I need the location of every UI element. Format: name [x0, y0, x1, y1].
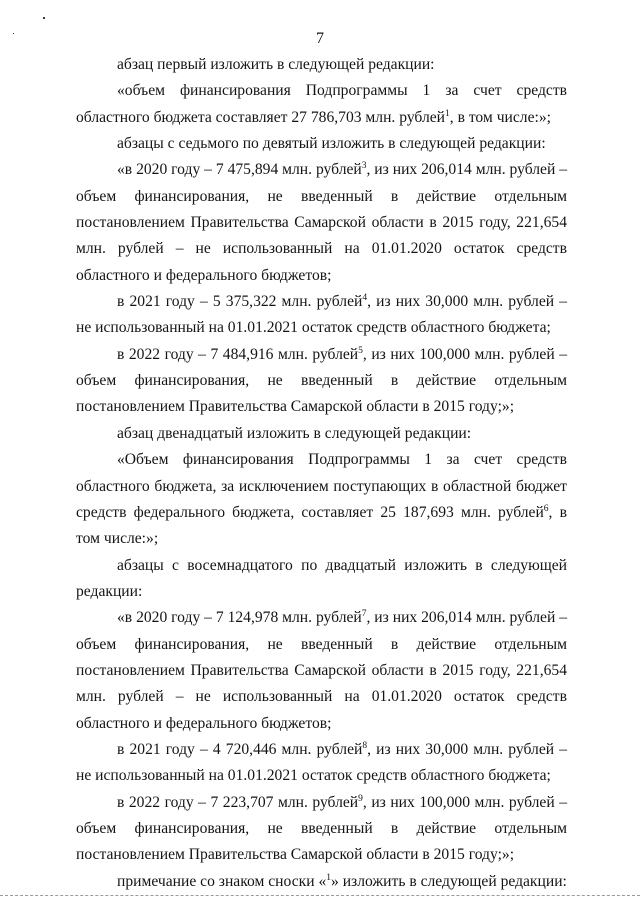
paragraph-text: » изложить в следующей редакции: — [331, 872, 567, 890]
paragraph-text: , из них 206,014 млн. рублей – объем финансирования, не введенный в действие отдельным постановлением Правительства Самарской области в 2015 году, 221,654 млн. рублей – не использованный на 01.01.2020 остаток средств областного и федерального бюджетов; — [76, 609, 567, 732]
paragraph-text: абзац двенадцатый изложить в следующей редакции: — [117, 424, 472, 442]
footnote-marker: 8 — [362, 740, 368, 751]
paragraph — [76, 52, 567, 78]
footnote-marker: 9 — [358, 793, 363, 804]
footnote-marker: 6 — [543, 503, 549, 514]
paragraph-text: «объем финансирования Подпрограммы 1 за счет средств областного бюджета составляет 27 786,703 млн. рублей — [76, 82, 567, 126]
document-body — [76, 52, 567, 895]
paragraph — [76, 737, 567, 790]
paragraph-text: абзац первый изложить в следующей редакции: — [117, 56, 435, 73]
paragraph-text: , из них 30,000 млн. рублей – не использованный на 01.01.2021 остаток средств областного бюджета; — [76, 293, 567, 337]
paragraph — [76, 447, 567, 552]
paragraph-text: , в том числе:»; — [449, 108, 551, 126]
footnote-marker: 4 — [362, 292, 368, 303]
scan-speck — [43, 17, 45, 19]
paragraph — [76, 131, 567, 157]
paragraph-text: примечание со знаком сноски « — [117, 872, 327, 890]
paragraph-text: в 2022 году – 7 484,916 млн. рублей — [117, 345, 359, 363]
paragraph-text: , в том числе:»; — [76, 503, 567, 548]
footnote-marker: 5 — [358, 345, 363, 356]
footnote-marker: 7 — [361, 609, 367, 620]
paragraph — [76, 342, 567, 421]
paragraph-text: «Объем финансирования Подпрограммы 1 за счет средств областного бюджета, за исключением поступающих в областной бюджет средств федерального бюджета, составляет 25 187,693 млн. рублей — [76, 451, 567, 521]
paragraph-text: , из них 30,000 млн. рублей – не использованный на 01.01.2021 остаток средств областного бюджета; — [76, 740, 567, 785]
paragraph — [76, 869, 567, 895]
paragraph — [76, 605, 567, 737]
paragraph-text: в 2021 году – 5 375,322 млн. рублей — [117, 293, 363, 311]
paragraph — [76, 553, 567, 606]
paragraph — [76, 157, 567, 289]
paragraph-text: «в 2020 году – 7 124,978 млн. рублей — [117, 609, 362, 627]
paragraph-text: в 2022 году – 7 223,707 млн. рублей — [117, 793, 359, 811]
footnote-marker: 1 — [326, 872, 331, 883]
paragraph-text: , из них 206,014 млн. рублей – объем финансирования, не введенный в действие отдельным постановлением Правительства Самарской области в 2015 году, 221,654 млн. рублей – не использованный на 01.01.2020 остаток средств областного и федерального бюджетов; — [76, 161, 567, 284]
paragraph-text: абзацы с седьмого по девятый изложить в следующей редакции: — [117, 135, 546, 153]
paragraph-text: , из них 100,000 млн. рублей – объем финансирования, не введенный в действие отдельным постановлением Правительства Самарской области в 2015 году;»; — [76, 793, 567, 864]
paragraph-text: абзацы с восемнадцатого по двадцатый изложить в следующей редакции: — [76, 556, 567, 600]
paragraph-text: в 2021 году – 4 720,446 млн. рублей — [117, 740, 363, 758]
paragraph — [76, 421, 567, 447]
page-number: 7 — [316, 30, 324, 47]
paragraph — [76, 790, 567, 869]
paragraph-text: , из них 100,000 млн. рублей – объем финансирования, не введенный в действие отдельным постановлением Правительства Самарской области в 2015 году;»; — [76, 345, 567, 416]
footnote-marker: 1 — [445, 108, 450, 119]
paragraph-text: «в 2020 году – 7 475,894 млн. рублей — [117, 161, 362, 179]
page-bottom-rule — [0, 895, 640, 897]
paragraph — [76, 78, 567, 131]
footnote-marker: 3 — [361, 161, 367, 172]
paragraph — [76, 289, 567, 342]
